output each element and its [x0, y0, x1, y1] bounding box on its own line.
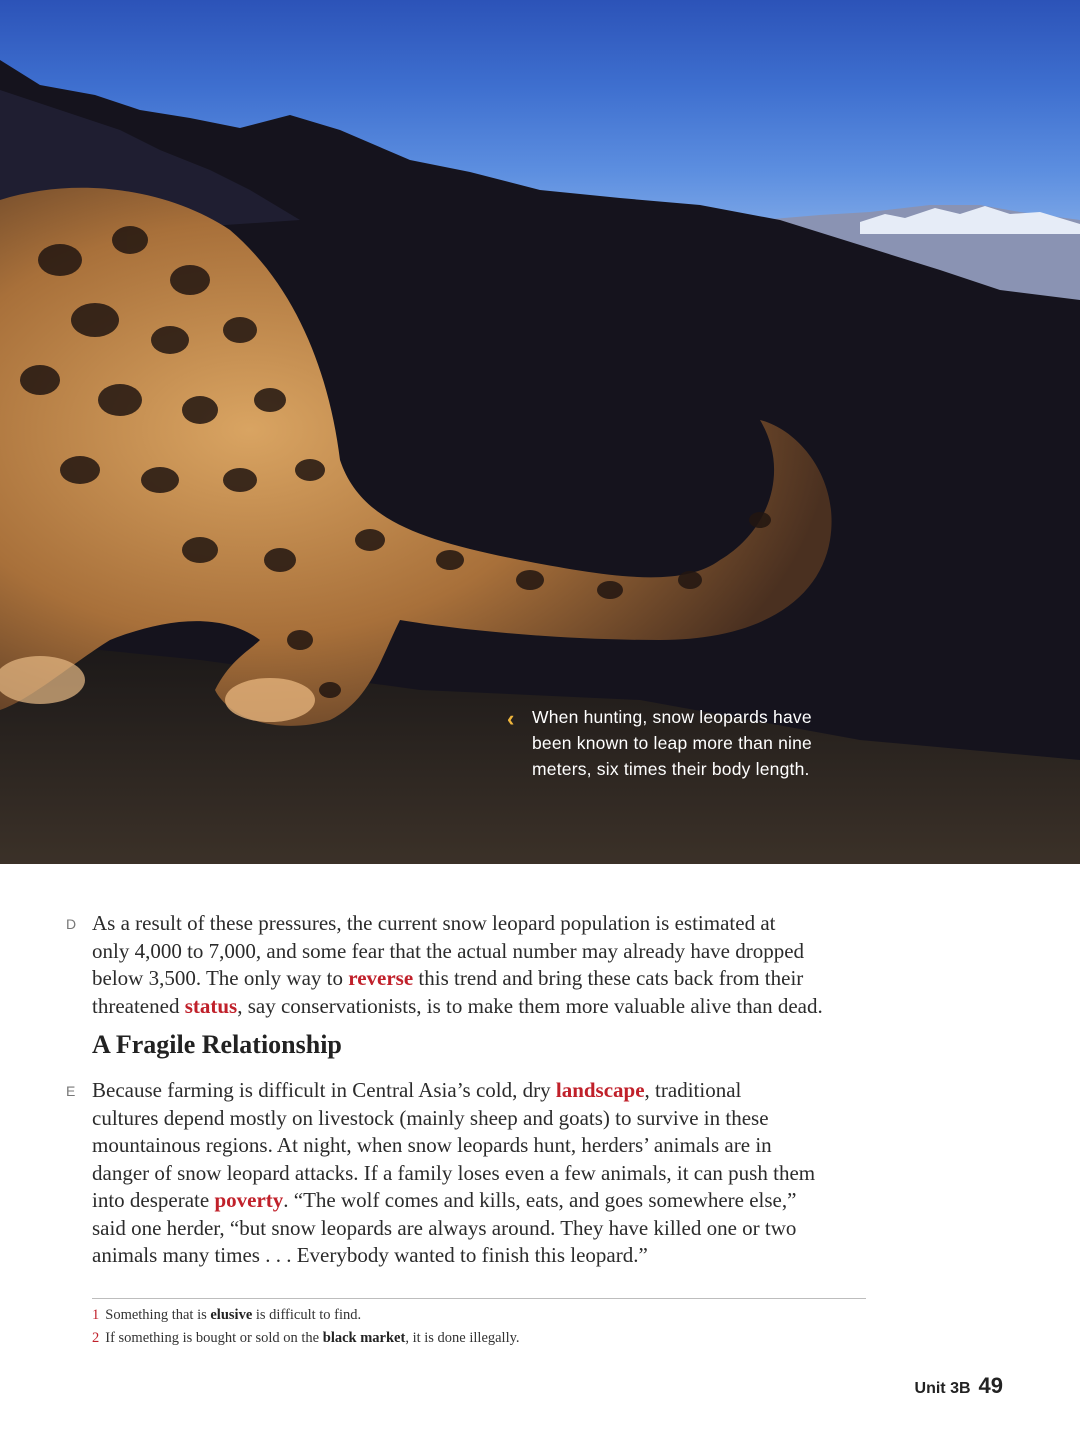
footnote-term: black market — [322, 1330, 406, 1346]
text-line: only 4,000 to 7,000, and some fear that the actual number may already have dropped — [92, 938, 805, 963]
text-run: . “The wolf comes and kills, eats, and goes somewhere else,” — [283, 1188, 797, 1212]
text-run: threatened — [92, 993, 185, 1018]
photo-caption — [532, 704, 862, 782]
footnote-term: elusive — [210, 1307, 253, 1323]
text-run: into desperate — [92, 1188, 215, 1212]
chevron-left-icon: ‹ — [507, 706, 515, 731]
text-line: animals many times . . . Everybody wanted to finish this leopard.” — [92, 1243, 648, 1267]
text-run: below 3,500. The only way to — [92, 966, 349, 990]
unit-label: Unit 3B — [914, 1380, 971, 1397]
text-line — [92, 993, 882, 1021]
text-line — [92, 965, 882, 993]
text-line: As a result of these pressures, the current snow leopard population is estimated at — [92, 911, 776, 935]
text-line — [92, 1187, 882, 1215]
section-heading: A Fragile Relationship — [92, 1030, 342, 1059]
footnote-text: , it is done illegally. — [405, 1330, 520, 1346]
paragraph-letter-e: E — [66, 1083, 76, 1099]
footnote-text: Something that is — [105, 1307, 211, 1323]
text-line: danger of snow leopard attacks. If a family loses even a few animals, it can push them — [92, 1160, 816, 1185]
footnote-divider — [92, 1298, 866, 1299]
text-run: , say conservationists, is to make them more valuable alive than dead. — [237, 993, 823, 1018]
footnote-2 — [92, 1327, 872, 1349]
text-line: said one herder, “but snow leopards are always around. They have killed one or two — [92, 1215, 797, 1240]
keyword-poverty: poverty — [214, 1188, 284, 1212]
paragraph-letter-d: D — [66, 916, 77, 932]
caption-line: been known to leap more than nine — [532, 733, 812, 753]
caption-line: meters, six times their body length. — [532, 759, 810, 779]
text-line — [92, 1077, 882, 1105]
page-footer — [915, 1373, 1003, 1399]
keyword-reverse: reverse — [348, 966, 414, 990]
keyword-status: status — [184, 993, 238, 1018]
page-number: 49 — [978, 1373, 1003, 1398]
text-run: Because farming is difficult in Central Asia’s cold, dry — [92, 1078, 556, 1102]
text-line: mountainous regions. At night, when snow leopards hunt, herders’ animals are in — [92, 1133, 772, 1157]
keyword-landscape: landscape — [555, 1078, 645, 1102]
paragraph-d — [92, 910, 882, 1020]
footnote-text: If something is bought or sold on the — [105, 1330, 323, 1346]
text-line: cultures depend mostly on livestock (mainly sheep and goats) to survive in these — [92, 1105, 769, 1130]
footnote-number: 1 — [92, 1307, 100, 1323]
footnote-number: 2 — [92, 1330, 100, 1346]
footnote-1 — [92, 1304, 872, 1326]
text-run: , traditional — [644, 1078, 742, 1102]
footnote-text: is difficult to find. — [252, 1307, 362, 1323]
paragraph-e — [92, 1077, 882, 1270]
caption-line: When hunting, snow leopards have — [532, 707, 812, 727]
text-run: this trend and bring these cats back from their — [413, 966, 804, 990]
